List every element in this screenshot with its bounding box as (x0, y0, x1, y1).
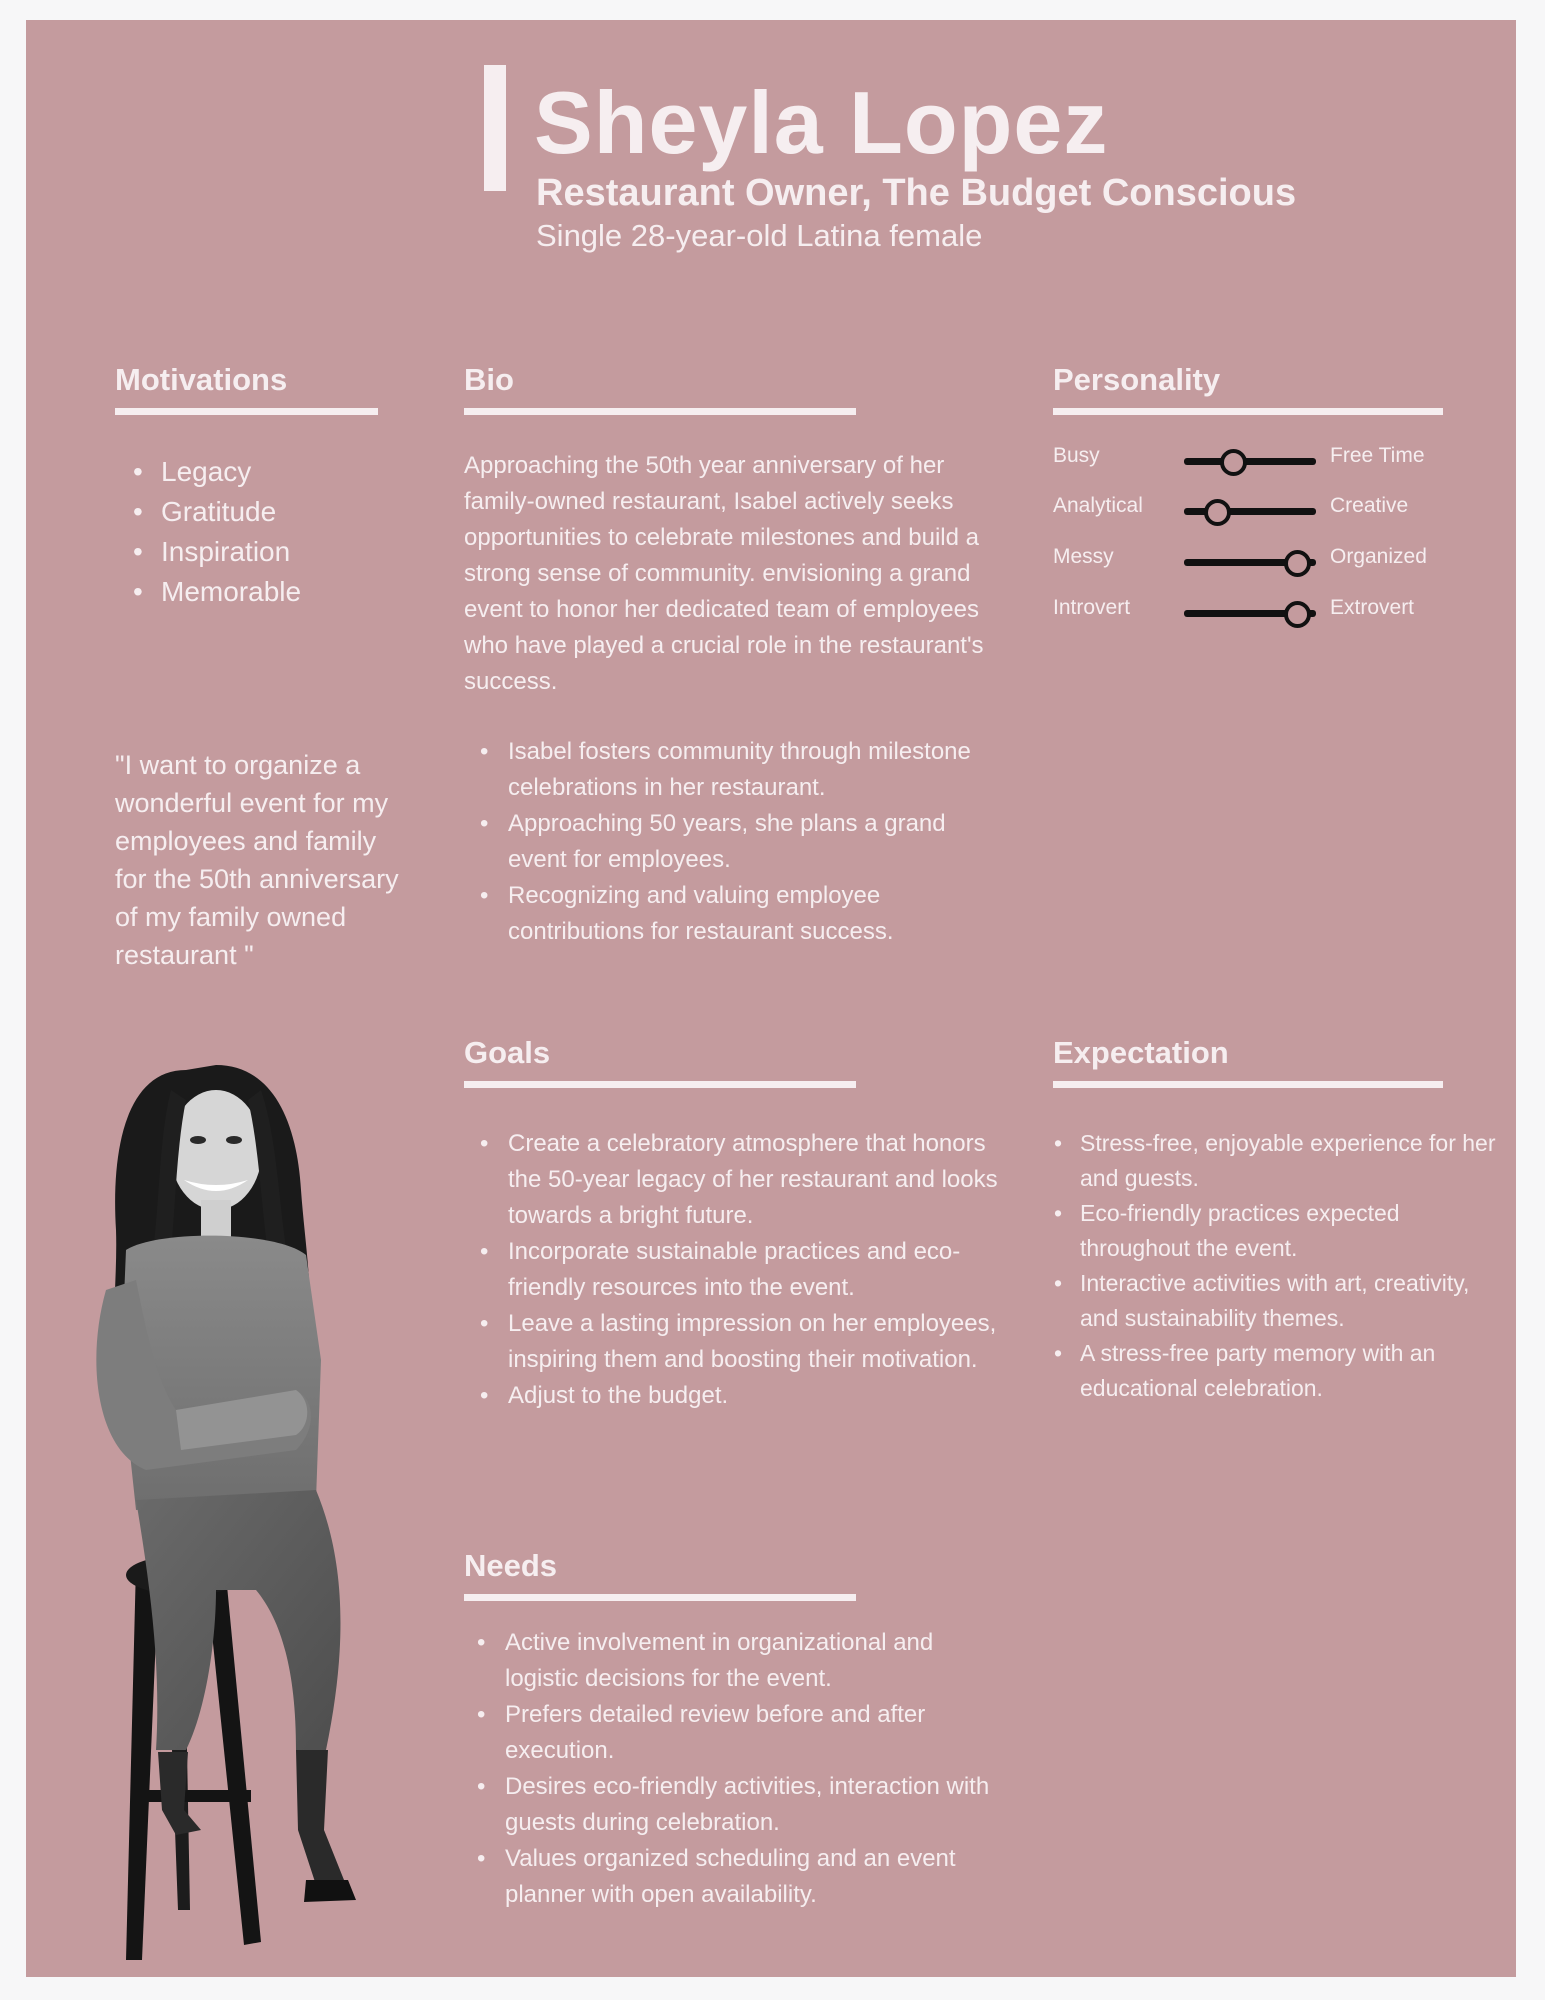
list-item: • Active involvement in organizational and logistic decisions for the event. (505, 1625, 1005, 1697)
trait-right-label: Free Time (1330, 444, 1425, 467)
motivations-heading: Motivations (115, 362, 378, 415)
slider-knob (1220, 449, 1247, 476)
list-item: • Inspiration (161, 532, 301, 572)
list-item: • Recognizing and valuing employee contributions for restaurant success. (508, 878, 1008, 950)
bio-list (508, 734, 1008, 950)
persona-demographics: Single 28-year-old Latina female (536, 218, 983, 253)
slider-knob (1284, 601, 1311, 628)
list-item: • Interactive activities with art, creativity, and sustainability themes. (1080, 1266, 1500, 1336)
bio-paragraph: Approaching the 50th year anniversary of her family-owned restaurant, Isabel actively seeks opportunities to celebrate milestones and build a strong sense of community. envisioning a grand event to honor her dedicated team of employees who have played a crucial role in the restaurant's success. (464, 452, 984, 695)
persona-subtitle: Restaurant Owner, The Budget Conscious (536, 172, 1297, 214)
trait-left-label: Busy (1053, 444, 1100, 467)
list-item: • Eco-friendly practices expected throughout the event. (1080, 1196, 1500, 1266)
needs-list (505, 1625, 1005, 1913)
trait-slider (1184, 508, 1316, 515)
bio-heading: Bio (464, 362, 856, 415)
trait-right-label: Organized (1330, 545, 1427, 568)
list-item: • Gratitude (161, 492, 301, 532)
trait-left-label: Analytical (1053, 494, 1143, 517)
trait-right-label: Extrovert (1330, 596, 1415, 619)
persona-quote: "I want to organize a wonderful event for my employees and family for the 50th anniversary of my family owned restaurant " (115, 750, 399, 970)
list-item: • Isabel fosters community through milestone celebrations in her restaurant. (508, 734, 1008, 806)
list-item: • Create a celebratory atmosphere that honors the 50-year legacy of her restaurant and looks towards a bright future. (508, 1126, 1008, 1234)
personality-trait-analytical (1053, 490, 1483, 530)
trait-left-label: Messy (1053, 545, 1114, 568)
list-item: • Legacy (161, 452, 301, 492)
needs-heading: Needs (464, 1548, 856, 1601)
list-item: • Stress-free, enjoyable experience for her and guests. (1080, 1126, 1500, 1196)
goals-list (508, 1126, 1008, 1414)
list-item: • Adjust to the budget. (508, 1378, 1008, 1414)
personality-trait-introvert (1053, 592, 1483, 632)
list-item: • Values organized scheduling and an event planner with open availability. (505, 1841, 1005, 1913)
persona-name: Sheyla Lopez (534, 73, 1109, 172)
list-item: • Prefers detailed review before and after execution. (505, 1697, 1005, 1769)
expectation-list (1080, 1126, 1500, 1406)
trait-right-label: Creative (1330, 494, 1409, 517)
motivations-list (161, 452, 301, 612)
expectation-heading: Expectation (1053, 1035, 1443, 1088)
persona-photo (66, 1030, 426, 1977)
personality-trait-messy (1053, 541, 1483, 581)
persona-page (26, 20, 1516, 1977)
goals-heading: Goals (464, 1035, 856, 1088)
title-accent-bar (484, 65, 506, 191)
list-item: • A stress-free party memory with an educational celebration. (1080, 1336, 1500, 1406)
list-item: • Incorporate sustainable practices and eco-friendly resources into the event. (508, 1234, 1008, 1306)
personality-trait-busy (1053, 440, 1483, 480)
trait-left-label: Introvert (1053, 596, 1131, 619)
trait-slider (1184, 559, 1316, 566)
trait-slider (1184, 458, 1316, 465)
list-item: • Desires eco-friendly activities, interaction with guests during celebration. (505, 1769, 1005, 1841)
list-item: • Memorable (161, 572, 301, 612)
list-item: • Leave a lasting impression on her employees, inspiring them and boosting their motivation. (508, 1306, 1008, 1378)
list-item: • Approaching 50 years, she plans a grand event for employees. (508, 806, 1008, 878)
personality-heading: Personality (1053, 362, 1443, 415)
slider-knob (1204, 499, 1231, 526)
trait-slider (1184, 610, 1316, 617)
slider-knob (1284, 550, 1311, 577)
